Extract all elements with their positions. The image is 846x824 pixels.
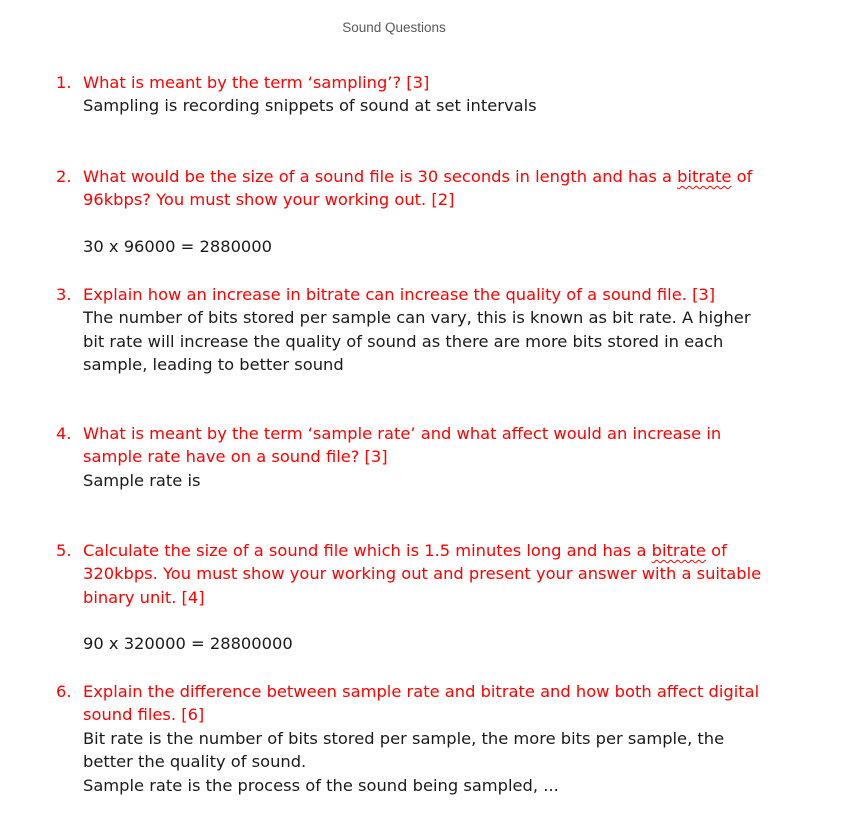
answer-text: Sample rate is the process of the sound being sampled, ...	[83, 775, 559, 795]
question-text: Explain how an increase in bitrate can increase the quality of a sound file. [3]	[83, 285, 716, 304]
question-item-3	[56, 283, 776, 377]
working-text: 30 x 96000 = 2880000	[83, 236, 272, 256]
spellcheck-flagged-word[interactable]: bitrate	[677, 167, 732, 186]
question-item-2	[56, 165, 776, 258]
question-text	[83, 165, 776, 212]
question-text: What is meant by the term ‘sampling’? [3]	[83, 73, 430, 92]
question-text: What is meant by the term ‘sample rate’ and what affect would an increase in sample rate have on a sound file? [3]	[83, 424, 722, 467]
question-item-6	[56, 680, 776, 797]
question-text	[83, 539, 776, 609]
question-item-5	[56, 539, 776, 656]
question-text-part: Calculate the size of a sound file which is 1.5 minutes long and has a	[83, 541, 652, 560]
question-number: 5.	[56, 541, 72, 560]
question-text-part: What would be the size of a sound file is 30 seconds in length and has a	[83, 167, 678, 186]
question-number: 6.	[56, 682, 72, 701]
working-text: 90 x 320000 = 28800000	[83, 634, 293, 654]
answer-text: Sampling is recording snippets of sound at set intervals	[83, 96, 537, 116]
spellcheck-flagged-word[interactable]: bitrate	[651, 541, 706, 560]
question-number: 1.	[56, 73, 72, 92]
answer-text: Bit rate is the number of bits stored per sample, the more bits per sample, the better the quality of sound.	[83, 728, 725, 772]
answer-text: The number of bits stored per sample can vary, this is known as bit rate. A higher bit rate will increase the quality of sound as there are more bits stored in each sample, leading to better sound	[83, 308, 751, 375]
answer-text: Sample rate is	[83, 470, 201, 490]
question-number: 4.	[56, 424, 72, 443]
question-item-1	[56, 71, 776, 118]
page-header: Sound Questions	[342, 20, 446, 35]
question-item-4	[56, 422, 776, 492]
question-number: 2.	[56, 167, 72, 186]
question-text-part: of 320kbps. You must show your working out and present your answer with a suitable binary unit. [4]	[83, 541, 762, 607]
question-text-part: of 96kbps? You must show your working out. [2]	[83, 167, 753, 210]
question-number: 3.	[56, 285, 72, 304]
question-text: Explain the difference between sample rate and bitrate and how both affect digital sound files. [6]	[83, 682, 760, 725]
